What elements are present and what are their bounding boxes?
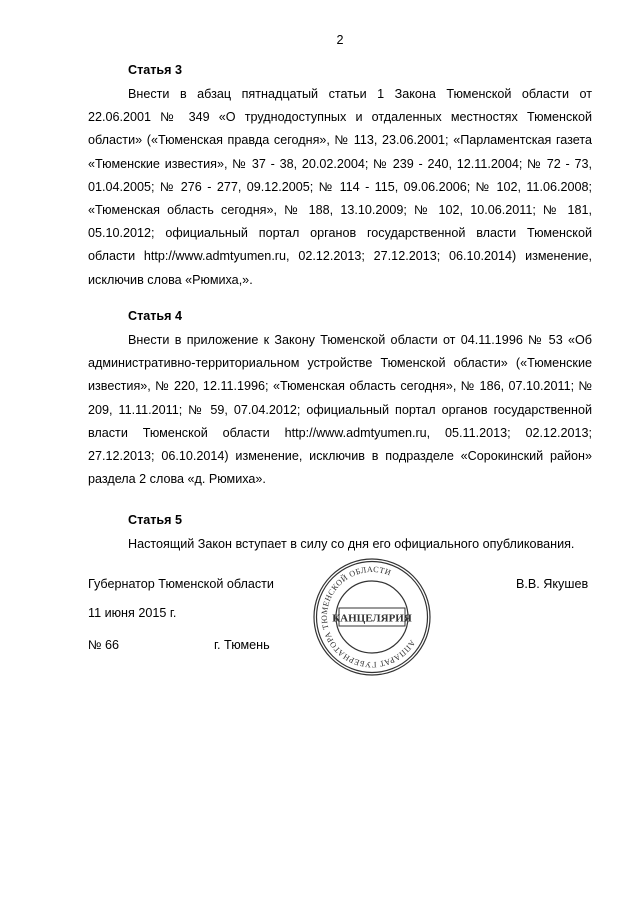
article-text: Внести в абзац пятнадцатый статьи 1 Закона Тюменской области от 22.06.2001 № 349 «О труднодоступных и отдаленных местностях Тюменской области» («Тюменская правда сегодня», № 113, 23.06.2001; «Парламентская газета «Тюменские известия», № 37 - 38, 20.02.2004; № 239 - 240, 12.11.2004; № 72 - 73, 01.04.2005; № 276 - 277, 09.12.2005; № 114 - 115, 09.06.2006; № 102, 11.06.2008; «Тюменская область сегодня», № 188, 13.10.2009; № 102, 10.06.2011; № 181, 05.10.2012; официальный портал органов государственной власти Тюменской области http://www.admtyumen.ru, 02.12.2013; 27.12.2013; 06.10.2014) изменение, исключив слова «Рюмиха,». [88,87,592,287]
signing-city: г. Тюмень [214,638,270,652]
office-seal-stamp [311,556,433,678]
article-title: Статья 5 [128,513,183,527]
article-3 [88,60,592,292]
article-title: Статья 3 [128,63,183,77]
article-title: Статья 4 [128,309,183,323]
article-text: Настоящий Закон вступает в силу со дня его официального опубликования. [128,537,575,551]
signing-date: 11 июня 2015 г. [88,606,177,620]
governor-title: Губернатор Тюменской области [88,577,274,591]
article-4 [88,306,592,491]
article-text: Внести в приложение к Закону Тюменской области от 04.11.1996 № 53 «Об административно-территориальном устройстве Тюменской области» («Тюменские известия», № 220, 12.11.1996; «Тюменская область сегодня», № 186, 07.10.2011; № 209, 11.11.2011; № 59, 07.04.2012; официальный портал органов государственной власти Тюменской области http://www.admtyumen.ru, 05.11.2013; 02.12.2013; 27.12.2013; 06.10.2014) изменение, исключив в подразделе «Сорокинский район» раздела 2 слова «д. Рюмиха». [88,333,592,487]
seal-center-text: КАНЦЕЛЯРИЯ [332,612,412,625]
article-5 [88,510,592,556]
seal-ring-text: АППАРАТ ГУБЕРНАТОРА ТЮМЕНСКОЙ ОБЛАСТИ [319,564,417,670]
law-number: № 66 [88,638,120,652]
page-number: 2 [336,33,344,47]
governor-name: В.В. Якушев [516,577,589,591]
